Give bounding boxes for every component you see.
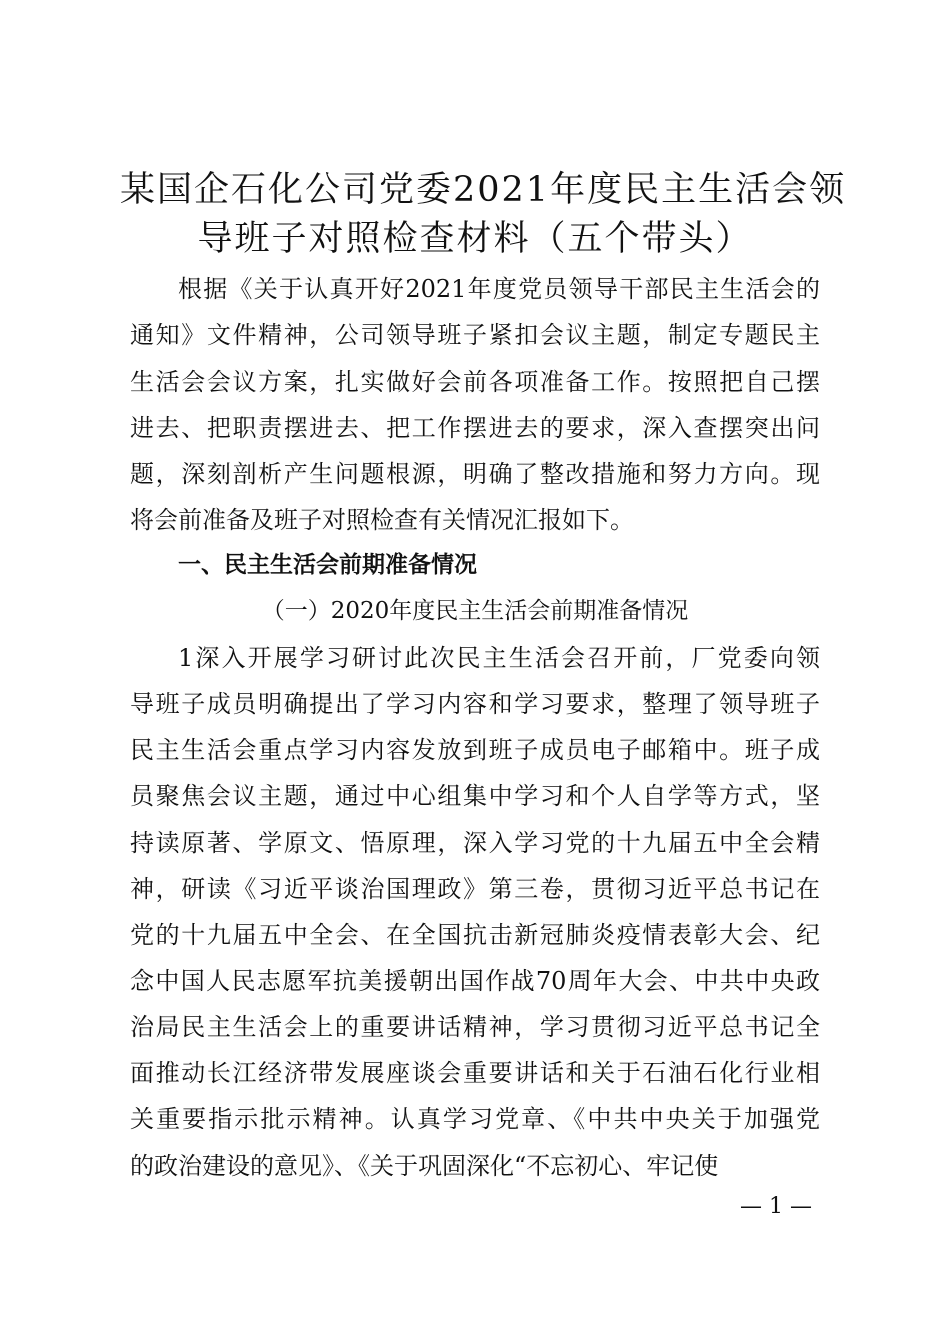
intro-line-5: 题，深刻剖析产生问题根源，明确了整改措施和努力方向。现	[130, 460, 820, 488]
body-line-8: 念中国人民志愿军抗美援朝出国作战70周年大会、中共中央政	[130, 967, 820, 995]
intro-line-2: 通知》文件精神，公司领导班子紧扣会议主题，制定专题民主	[130, 321, 820, 349]
intro-line-4: 进去、把职责摆进去、把工作摆进去的要求，深入查摆突出问	[130, 414, 820, 442]
body-line-9: 治局民主生活会上的重要讲话精神，学习贯彻习近平总书记全	[130, 1013, 820, 1041]
document-title-line-2: 导班子对照检查材料（五个带头）	[197, 219, 753, 259]
subsection-1-heading: （一）2020年度民主生活会前期准备情况	[261, 598, 689, 624]
body-line-6: 神，研读《习近平谈治国理政》第三卷，贯彻习近平总书记在	[130, 875, 820, 903]
section-1-heading: 一、民主生活会前期准备情况	[178, 552, 477, 578]
page-number: — 1 —	[740, 1194, 812, 1219]
body-line-11: 关重要指示批示精神。认真学习党章、《中共中央关于加强党	[130, 1105, 820, 1133]
intro-line-6: 将会前准备及班子对照检查有关情况汇报如下。	[130, 506, 634, 534]
body-line-12: 的政治建设的意见》、《关于巩固深化“不忘初心、牢记使	[130, 1152, 719, 1180]
body-line-1: 1深入开展学习研讨此次民主生活会召开前，厂党委向领	[178, 644, 820, 672]
intro-line-3: 生活会会议方案，扎实做好会前各项准备工作。按照把自己摆	[130, 368, 820, 396]
body-line-2: 导班子成员明确提出了学习内容和学习要求，整理了领导班子	[130, 690, 820, 718]
body-line-3: 民主生活会重点学习内容发放到班子成员电子邮箱中。班子成	[130, 736, 820, 764]
document-title-line-1: 某国企石化公司党委2021年度民主生活会领	[120, 170, 847, 210]
intro-line-1: 根据《关于认真开好2021年度党员领导干部民主生活会的	[178, 275, 820, 303]
body-line-5: 持读原著、学原文、悟原理，深入学习党的十九届五中全会精	[130, 829, 820, 857]
body-line-7: 党的十九届五中全会、在全国抗击新冠肺炎疫情表彰大会、纪	[130, 921, 820, 949]
body-line-4: 员聚焦会议主题，通过中心组集中学习和个人自学等方式，坚	[130, 782, 820, 810]
body-line-10: 面推动长江经济带发展座谈会重要讲话和关于石油石化行业相	[130, 1059, 820, 1087]
